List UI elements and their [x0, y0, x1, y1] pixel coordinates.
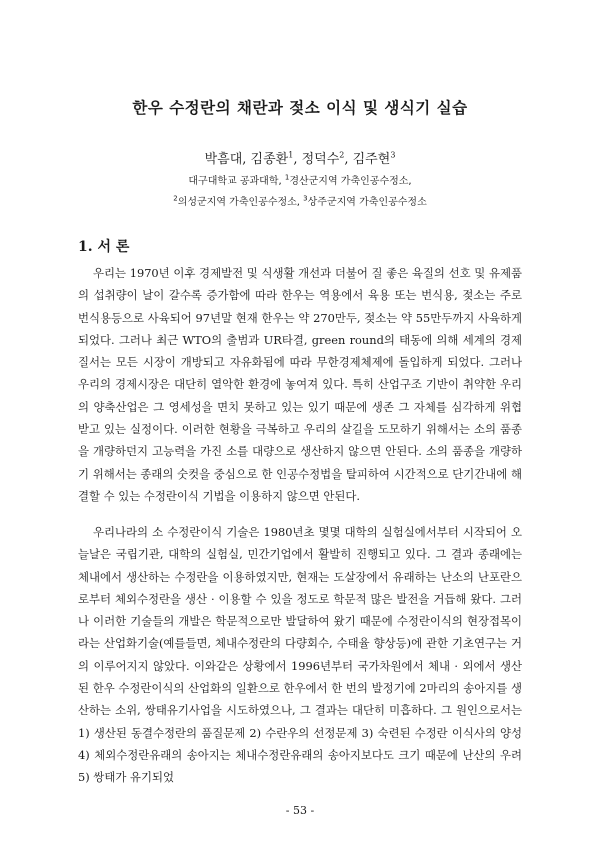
affiliation-mark: 3: [303, 194, 308, 203]
author-name: 김종환: [250, 152, 289, 167]
author-name: 정덕수: [301, 152, 340, 167]
author-list: 박흠대, 김종환$^1$, 정덕수$^2$, 김주현$^3$: [204, 150, 396, 167]
affiliation-mark: 2: [173, 194, 178, 203]
paper-title: 한우 수정란의 채란과 젖소 이식 및 생식기 실습: [132, 98, 468, 117]
affiliation-text: 의성군지역 가축인공수정소,: [177, 197, 304, 208]
body-paragraph: 우리나라의 소 수정란이식 기술은 1980년초 몇몇 대학의 실험실에서부터 시작되어 오늘날은 국립기관, 대학의 실험실, 민간기업에서 활발히 진행되고 있다. 그 결과 종래에는 체내에서 생산하는 수정란을 이용하였지만, 현재는 도살장에서 유래하는 난소의 난포란으로부터 체외수정란을 생산 · 이용할 수 있을 정도로 학문적 많은 발전을 거듭해 왔다. 그러나 이러한 기술들의 개발은 학문적으로만 발달하여 왔기 때문에 수정란이식의 현장접목이라는 산업화기술(예를들면, 체내수정란의 다량회수, 수태율 향상등)에 관한 기초연구는 거의 이루어지지 않았다. 이와같은 상황에서 1996년부터 국가차원에서 체내 · 외에서 생산된 한우 수정란이식의 산업화의 일환으로 한우에서 한 번의 발정기에 2마리의 송아지를 생산하는 소위, 쌍태유기사업을 시도하였으나, 그 결과는 대단히 미흡하다. 그 원인으로서는 1) 생산된 동결수정란의 품질문제 2) 수란우의 선정문제 3) 숙련된 수정란 이식사의 양성 4) 체외수정란유래의 송아지는 체내수정란유래의 송아지보다도 크기 때문에 난산의 우려 5) 쌍태가 유기되었: [78, 525, 522, 785]
author-affiliation-mark: 2: [339, 150, 345, 160]
author-affiliation-mark: 3: [390, 150, 396, 160]
author-name: 박흠대: [204, 152, 243, 167]
affiliation-text: 대구대학교 공과대학,: [188, 176, 285, 187]
author-affiliation-mark: 1: [288, 150, 294, 160]
section-heading: 1. 서 론: [78, 239, 130, 255]
author-name: 김주현: [352, 152, 391, 167]
page-number: - 53 -: [285, 804, 315, 817]
body-paragraph: 우리는 1970년 이후 경제발전 및 식생활 개선과 더불어 질 좋은 육질의 선호 및 유제품의 섭취량이 날이 갈수록 증가함에 따라 한우는 역용에서 육용 또는 번식용, 젖소는 주로 번식용등으로 사육되어 97년말 현재 한우는 약 270만두, 젖소는 약 55만두까지 사육하게 되었다. 그러나 최근 WTO의 출범과 UR타결, green round의 태동에 의해 세계의 경제질서는 모든 시장이 개방되고 자유화됨에 따라 무한경제체제에 돌입하게 되었다. 그러나 우리의 경제시장은 대단히 열악한 환경에 놓여져 있다. 특히 산업구조 기반이 취약한 우리의 양축산업은 그 영세성을 면치 못하고 있는 있기 때문에 생존 그 자체를 심각하게 위협 받고 있는 실정이다. 이러한 현황을 극복하고 우리의 살길을 도모하기 위해서는 소의 품종을 개량하던지 고능력을 가진 소를 대량으로 생산하지 않으면 안된다. 소의 품종을 개량하기 위해서는 종래의 숫컷을 중심으로 한 인공수정법을 탈피하여 시간적으로 단기간내에 해결할 수 있는 수정란이식 기법을 이용하지 않으면 안된다.: [78, 266, 522, 503]
affiliations-line-1: [0, 172, 600, 187]
affiliation-mark: 1: [284, 173, 290, 182]
affiliation-text: 상주군지역 가축인공수정소: [307, 197, 427, 208]
affiliations-line-2: [0, 193, 600, 208]
affiliation-text: 경산군지역 가축인공수정소,: [289, 176, 412, 187]
